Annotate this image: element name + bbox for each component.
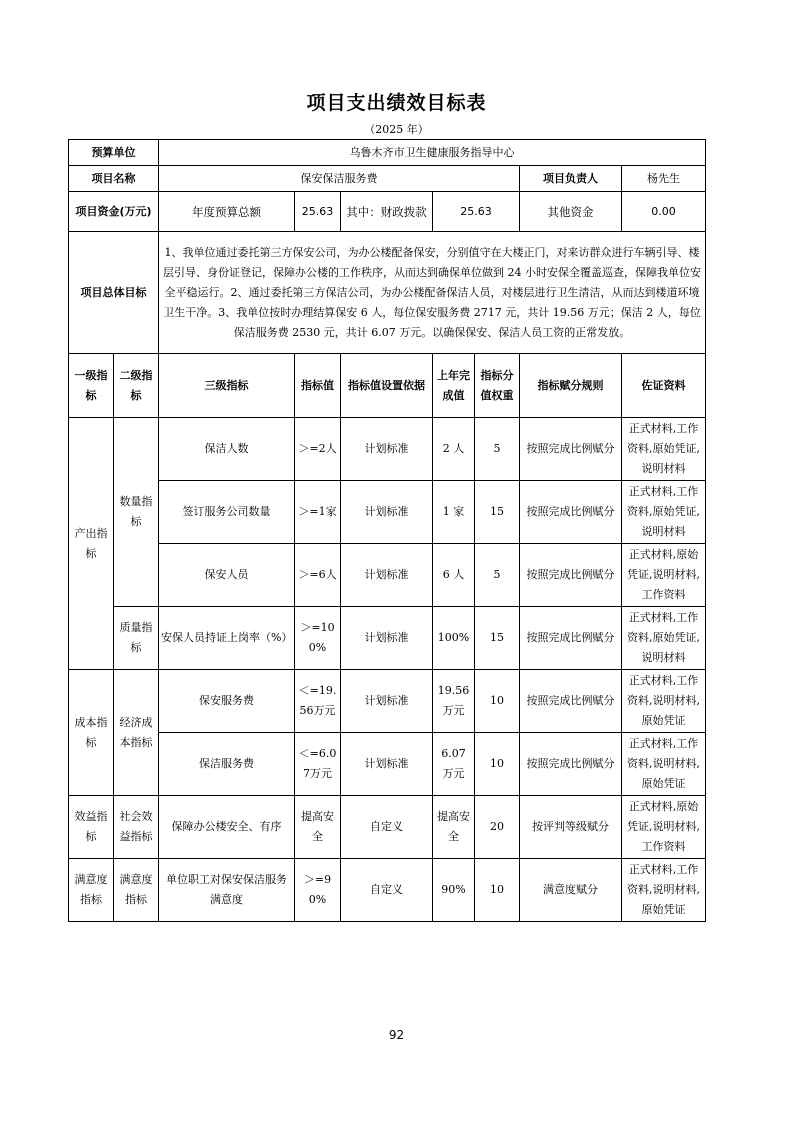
table-row bbox=[69, 418, 706, 481]
indicator-basis: 计划标准 bbox=[341, 670, 433, 733]
table-row bbox=[69, 796, 706, 859]
performance-table bbox=[68, 139, 706, 922]
project-name-label: 项目名称 bbox=[69, 166, 159, 192]
header-level2: 二级指标 bbox=[114, 354, 159, 418]
indicator-weight: 10 bbox=[475, 859, 520, 922]
indicator-name: 保障办公楼安全、有序 bbox=[159, 796, 295, 859]
indicator-value: ＜=19.56万元 bbox=[295, 670, 341, 733]
group-satisfaction: 满意度指标 bbox=[69, 859, 114, 922]
overall-goal-label: 项目总体目标 bbox=[69, 232, 159, 354]
indicator-basis: 自定义 bbox=[341, 796, 433, 859]
subgroup-social-benefit: 社会效益指标 bbox=[114, 796, 159, 859]
subgroup-satisfaction: 满意度指标 bbox=[114, 859, 159, 922]
indicator-basis: 计划标准 bbox=[341, 607, 433, 670]
header-level3: 三级指标 bbox=[159, 354, 295, 418]
indicator-value: ＜=6.07万元 bbox=[295, 733, 341, 796]
indicator-rule: 按照完成比例赋分 bbox=[520, 670, 622, 733]
budget-unit-value: 乌鲁木齐市卫生健康服务指导中心 bbox=[159, 140, 706, 166]
indicator-rule: 按照完成比例赋分 bbox=[520, 544, 622, 607]
indicator-last-year: 1 家 bbox=[433, 481, 475, 544]
indicator-weight: 10 bbox=[475, 670, 520, 733]
subgroup-economic-cost: 经济成本指标 bbox=[114, 670, 159, 796]
indicator-weight: 5 bbox=[475, 418, 520, 481]
other-funds-label: 其他资金 bbox=[520, 192, 622, 232]
subgroup-quantity: 数量指标 bbox=[114, 418, 159, 607]
indicator-rule: 按照完成比例赋分 bbox=[520, 733, 622, 796]
indicator-evidence: 正式材料,工作资料,原始凭证,说明材料 bbox=[622, 481, 706, 544]
indicator-name: 保安服务费 bbox=[159, 670, 295, 733]
fiscal-funding-value: 25.63 bbox=[433, 192, 520, 232]
indicator-evidence: 正式材料,工作资料,说明材料,原始凭证 bbox=[622, 670, 706, 733]
indicator-rule: 按照完成比例赋分 bbox=[520, 607, 622, 670]
project-funds-row bbox=[69, 192, 706, 232]
annual-total-value: 25.63 bbox=[295, 192, 341, 232]
indicator-last-year: 6 人 bbox=[433, 544, 475, 607]
header-weight: 指标分值权重 bbox=[475, 354, 520, 418]
table-row bbox=[69, 544, 706, 607]
indicator-basis: 自定义 bbox=[341, 859, 433, 922]
indicator-evidence: 正式材料,工作资料,原始凭证,说明材料 bbox=[622, 607, 706, 670]
indicator-last-year: 100% bbox=[433, 607, 475, 670]
indicator-rule: 按评判等级赋分 bbox=[520, 796, 622, 859]
header-evidence: 佐证资料 bbox=[622, 354, 706, 418]
header-value: 指标值 bbox=[295, 354, 341, 418]
indicator-last-year: 19.56万元 bbox=[433, 670, 475, 733]
indicator-value: ＞=6人 bbox=[295, 544, 341, 607]
indicator-name: 安保人员持证上岗率（%） bbox=[159, 607, 295, 670]
indicator-basis: 计划标准 bbox=[341, 418, 433, 481]
table-row bbox=[69, 607, 706, 670]
indicator-value: 提高安全 bbox=[295, 796, 341, 859]
indicator-weight: 20 bbox=[475, 796, 520, 859]
project-lead-value: 杨先生 bbox=[622, 166, 706, 192]
overall-goal-text: 1、我单位通过委托第三方保安公司，为办公楼配备保安，分别值守在大楼正门，对来访群众进行车辆引导、楼层引导、身份证登记，保障办公楼的工作秩序，从而达到确保单位做到 24 小时安保全覆盖巡查，保障我单位安全平稳运行。2、通过委托第三方保洁公司，为办公楼配备保洁人员，对楼层进行卫生清洁，从而达到楼道环境卫生干净。3、我单位按时办理结算保安 6 人，每位保安服务费 2717 元，共计 19.56 万元；保洁 2 人，每位保洁服务费 2530 元，共计 6.07 万元。以确保保安、保洁人员工资的正常发放。 bbox=[159, 232, 706, 354]
indicator-weight: 15 bbox=[475, 607, 520, 670]
column-header-row bbox=[69, 354, 706, 418]
indicator-last-year: 2 人 bbox=[433, 418, 475, 481]
other-funds-value: 0.00 bbox=[622, 192, 706, 232]
indicator-evidence: 正式材料,原始凭证,说明材料,工作资料 bbox=[622, 796, 706, 859]
subgroup-quality: 质量指标 bbox=[114, 607, 159, 670]
table-row bbox=[69, 670, 706, 733]
table-row bbox=[69, 481, 706, 544]
indicator-weight: 5 bbox=[475, 544, 520, 607]
header-rule: 指标赋分规则 bbox=[520, 354, 622, 418]
indicator-basis: 计划标准 bbox=[341, 481, 433, 544]
indicator-weight: 10 bbox=[475, 733, 520, 796]
indicator-value: ＞=1家 bbox=[295, 481, 341, 544]
indicator-value: ＞=90% bbox=[295, 859, 341, 922]
group-output: 产出指标 bbox=[69, 418, 114, 670]
indicator-last-year: 提高安全 bbox=[433, 796, 475, 859]
indicator-evidence: 正式材料,工作资料,说明材料,原始凭证 bbox=[622, 859, 706, 922]
indicator-rule: 按照完成比例赋分 bbox=[520, 418, 622, 481]
indicator-evidence: 正式材料,原始凭证,说明材料,工作资料 bbox=[622, 544, 706, 607]
indicator-last-year: 90% bbox=[433, 859, 475, 922]
indicator-rule: 按照完成比例赋分 bbox=[520, 481, 622, 544]
indicator-name: 保安人员 bbox=[159, 544, 295, 607]
indicator-value: ＞=2人 bbox=[295, 418, 341, 481]
project-lead-label: 项目负责人 bbox=[520, 166, 622, 192]
overall-goal-row bbox=[69, 232, 706, 354]
group-benefit: 效益指标 bbox=[69, 796, 114, 859]
indicator-weight: 15 bbox=[475, 481, 520, 544]
indicator-name: 签订服务公司数量 bbox=[159, 481, 295, 544]
fiscal-funding-label: 其中：财政拨款 bbox=[341, 192, 433, 232]
indicator-last-year: 6.07 万元 bbox=[433, 733, 475, 796]
page-title: 项目支出绩效目标表 bbox=[306, 92, 487, 114]
indicator-name: 保洁人数 bbox=[159, 418, 295, 481]
indicator-name: 单位职工对保安保洁服务满意度 bbox=[159, 859, 295, 922]
budget-unit-label: 预算单位 bbox=[69, 140, 159, 166]
project-name-row bbox=[69, 166, 706, 192]
indicator-rule: 满意度赋分 bbox=[520, 859, 622, 922]
project-name-value: 保安保洁服务费 bbox=[159, 166, 520, 192]
table-row bbox=[69, 733, 706, 796]
header-last-year: 上年完成值 bbox=[433, 354, 475, 418]
header-basis: 指标值设置依据 bbox=[341, 354, 433, 418]
project-funds-label: 项目资金(万元) bbox=[69, 192, 159, 232]
group-cost: 成本指标 bbox=[69, 670, 114, 796]
indicator-basis: 计划标准 bbox=[341, 733, 433, 796]
indicator-evidence: 正式材料,工作资料,原始凭证,说明材料 bbox=[622, 418, 706, 481]
header-level1: 一级指标 bbox=[69, 354, 114, 418]
year-subtitle: （2025 年） bbox=[364, 123, 429, 136]
indicator-evidence: 正式材料,工作资料,说明材料,原始凭证 bbox=[622, 733, 706, 796]
page-number: 92 bbox=[388, 1028, 405, 1042]
table-row bbox=[69, 859, 706, 922]
indicator-name: 保洁服务费 bbox=[159, 733, 295, 796]
indicator-value: ＞=100% bbox=[295, 607, 341, 670]
annual-total-label: 年度预算总额 bbox=[159, 192, 295, 232]
indicator-basis: 计划标准 bbox=[341, 544, 433, 607]
budget-unit-row bbox=[69, 140, 706, 166]
